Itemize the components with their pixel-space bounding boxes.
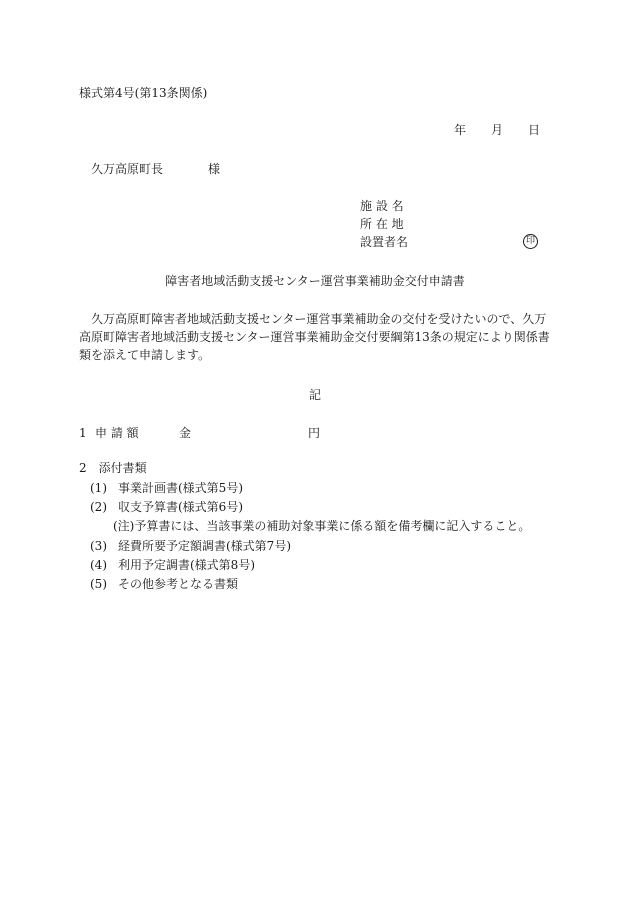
address-label: 所 在 地 [360, 217, 404, 231]
honorific: 様 [208, 162, 221, 176]
document-title: 障害者地域活動支援センター運営事業補助金交付申請書 [165, 274, 465, 288]
attachment-number: (3) [90, 539, 107, 553]
attachment-number: (5) [90, 577, 107, 591]
attachment-number: (1) [90, 481, 107, 495]
attachment-text: 利用予定調書(様式第8号) [118, 558, 255, 572]
addressee [91, 161, 221, 177]
item-attachments-heading: 2 添付書類 [79, 461, 147, 475]
date-year-label: 年 [454, 123, 467, 137]
item1-number: 1 [79, 426, 87, 440]
application-statement: 久万高原町障害者地域活動支援センター運営事業補助金の交付を受けたいので、久万高原町障害者地域活動支援センター運営事業補助金交付要綱第13条の規定により関係書類を添えて申請します。 [79, 312, 550, 362]
date-month-label: 月 [491, 123, 504, 137]
attachment-text: その他参考となる書類 [118, 577, 239, 591]
seal-icon: 印 [523, 234, 538, 249]
item1-label: 申 請 額 [95, 426, 139, 440]
attachment-number: (4) [90, 558, 107, 572]
ki-heading: 記 [308, 388, 321, 402]
founder-name-label: 設置者名 [360, 235, 409, 249]
form-number: 様式第4号(第13条関係) [79, 86, 208, 100]
budget-note: (注)予算書には、当該事業の補助対象事業に係る額を備考欄に記入すること。 [113, 519, 531, 533]
attachment-number: (2) [90, 500, 107, 514]
attachment-text: 経費所要予定額調書(様式第7号) [118, 539, 291, 553]
addressee-name: 久万高原町長 [91, 162, 164, 176]
facility-name-label: 施 設 名 [360, 199, 404, 213]
attachment-text: 事業計画書(様式第5号) [118, 481, 243, 495]
applicant-block [360, 198, 540, 252]
date-day-label: 日 [528, 123, 541, 137]
amount-kin-label: 金 [179, 426, 192, 440]
item-application-amount [79, 425, 419, 441]
amount-yen-label: 円 [308, 426, 321, 440]
attachment-text: 収支予算書(様式第6号) [118, 500, 243, 514]
